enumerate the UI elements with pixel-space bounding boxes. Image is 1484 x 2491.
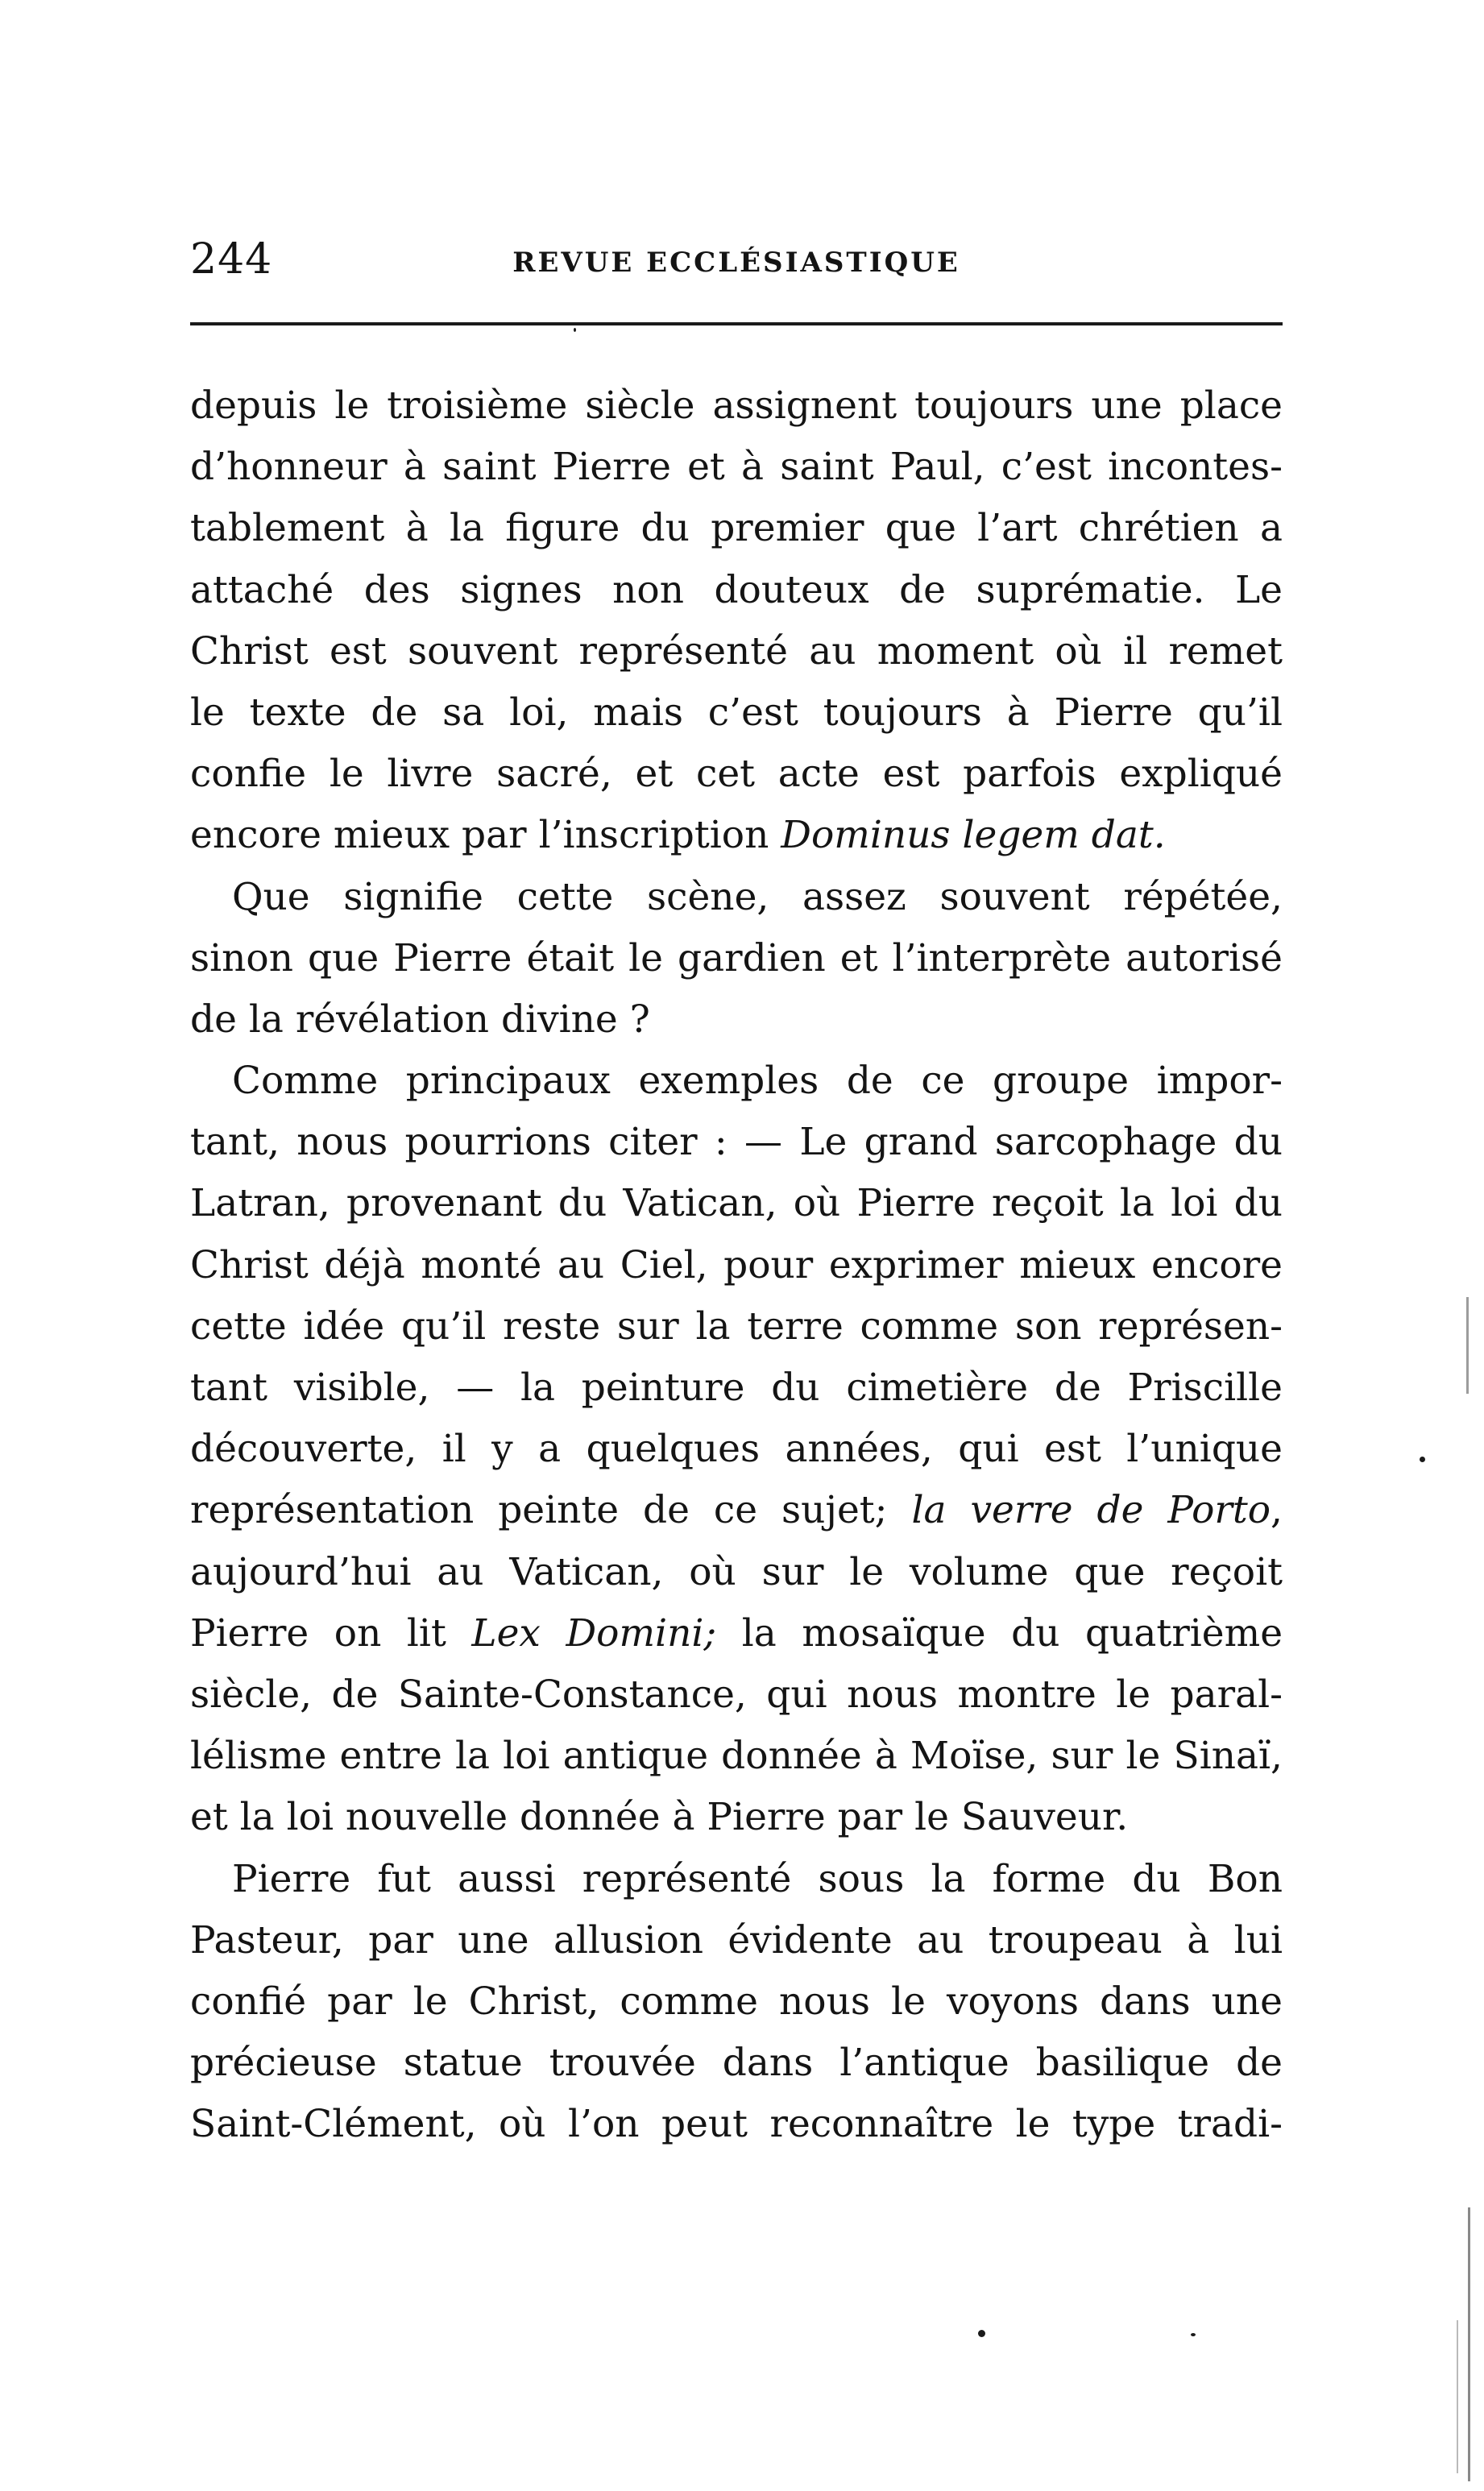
paragraph — [190, 375, 1283, 867]
text-segment: représentation peinte de ce sujet; — [190, 1488, 912, 1533]
text-line: de la révélation divine ? — [190, 997, 650, 1042]
page-number: 244 — [190, 235, 273, 284]
paragraph — [190, 867, 1283, 1051]
italic-inscription: Dominus legem dat. — [781, 813, 1166, 858]
text-segment: encore mieux par l’inscription — [190, 813, 781, 858]
text-line: confié par le Christ, comme nous le voyons dans une — [190, 1979, 1283, 2024]
scan-edge-mark — [1468, 2207, 1470, 2481]
text-line: Pierre fut aussi représenté sous la forme du Bon — [232, 1856, 1283, 1901]
text-line — [190, 1603, 1283, 1664]
text-line: Que signifie cette scène, assez souvent répétée, — [232, 874, 1283, 919]
text-line: découverte, il y a quelques années, qui est l’unique — [190, 1427, 1283, 1472]
italic-inscription: Lex Domini; — [471, 1610, 717, 1656]
text-line: attaché des signes non douteux de suprématie. Le — [190, 567, 1283, 612]
text-line: lélisme entre la loi antique donnée à Moïse, sur le Sinaï, — [190, 1734, 1283, 1779]
text-line: Saint-Clément, où l’on peut reconnaître le type tradi- — [190, 2102, 1283, 2147]
text-line: et la loi nouvelle donnée à Pierre par le Sauveur. — [190, 1795, 1129, 1840]
text-line: tablement à la figure du premier que l’art chrétien a — [190, 506, 1283, 551]
text-line: précieuse statue trouvée dans l’antique basilique de — [190, 2041, 1283, 2086]
text-line: siècle, de Sainte-Constance, qui nous montre le paral- — [190, 1672, 1283, 1717]
text-line: aujourd’hui au Vatican, où sur le volume que reçoit — [190, 1549, 1283, 1594]
text-segment: , — [1271, 1488, 1283, 1533]
text-line: Latran, provenant du Vatican, où Pierre reçoit la loi du — [190, 1181, 1283, 1226]
scan-speck — [1420, 1457, 1425, 1462]
paragraph — [190, 1849, 1283, 2156]
scan-speck — [574, 328, 576, 332]
text-line: le texte de sa loi, mais c’est toujours à Pierre qu’il — [190, 690, 1283, 735]
text-line — [190, 805, 1283, 866]
text-line: Christ déjà monté au Ciel, pour exprimer mieux encore — [190, 1242, 1283, 1287]
text-segment: Pierre on lit — [190, 1610, 472, 1656]
text-line — [190, 1480, 1283, 1541]
text-line: sinon que Pierre était le gardien et l’interprète autorisé — [190, 935, 1283, 980]
italic-title: la verre de Porto — [911, 1488, 1271, 1533]
paragraph — [190, 1051, 1283, 1848]
text-line: d’honneur à saint Pierre et à saint Paul, c’est incontes- — [190, 445, 1283, 490]
scan-speck — [978, 2330, 985, 2337]
body-text — [190, 375, 1283, 2155]
scan-edge-mark — [1457, 2320, 1458, 2473]
text-line: depuis le troisième siècle assignent toujours une place — [190, 383, 1283, 428]
text-line: tant, nous pourrions citer : — Le grand sarcophage du — [190, 1120, 1283, 1165]
text-segment: la mosaïque du quatrième — [716, 1610, 1283, 1656]
scan-edge-mark — [1466, 1297, 1469, 1394]
scan-speck — [1191, 2333, 1196, 2336]
text-line: confie le livre sacré, et cet acte est parfois expliqué — [190, 752, 1283, 797]
running-title: REVUE ECCLÉSIASTIQUE — [512, 247, 960, 279]
header-rule — [190, 322, 1283, 325]
text-line: cette idée qu’il reste sur la terre comme son représen- — [190, 1304, 1283, 1349]
page-header — [190, 235, 1283, 292]
text-line: tant visible, — la peinture du cimetière de Priscille — [190, 1366, 1283, 1410]
text-line: Comme principaux exemples de ce groupe impor- — [232, 1059, 1283, 1104]
text-line: Pasteur, par une allusion évidente au troupeau à lui — [190, 1917, 1283, 1963]
text-line: Christ est souvent représenté au moment où il remet — [190, 628, 1283, 674]
